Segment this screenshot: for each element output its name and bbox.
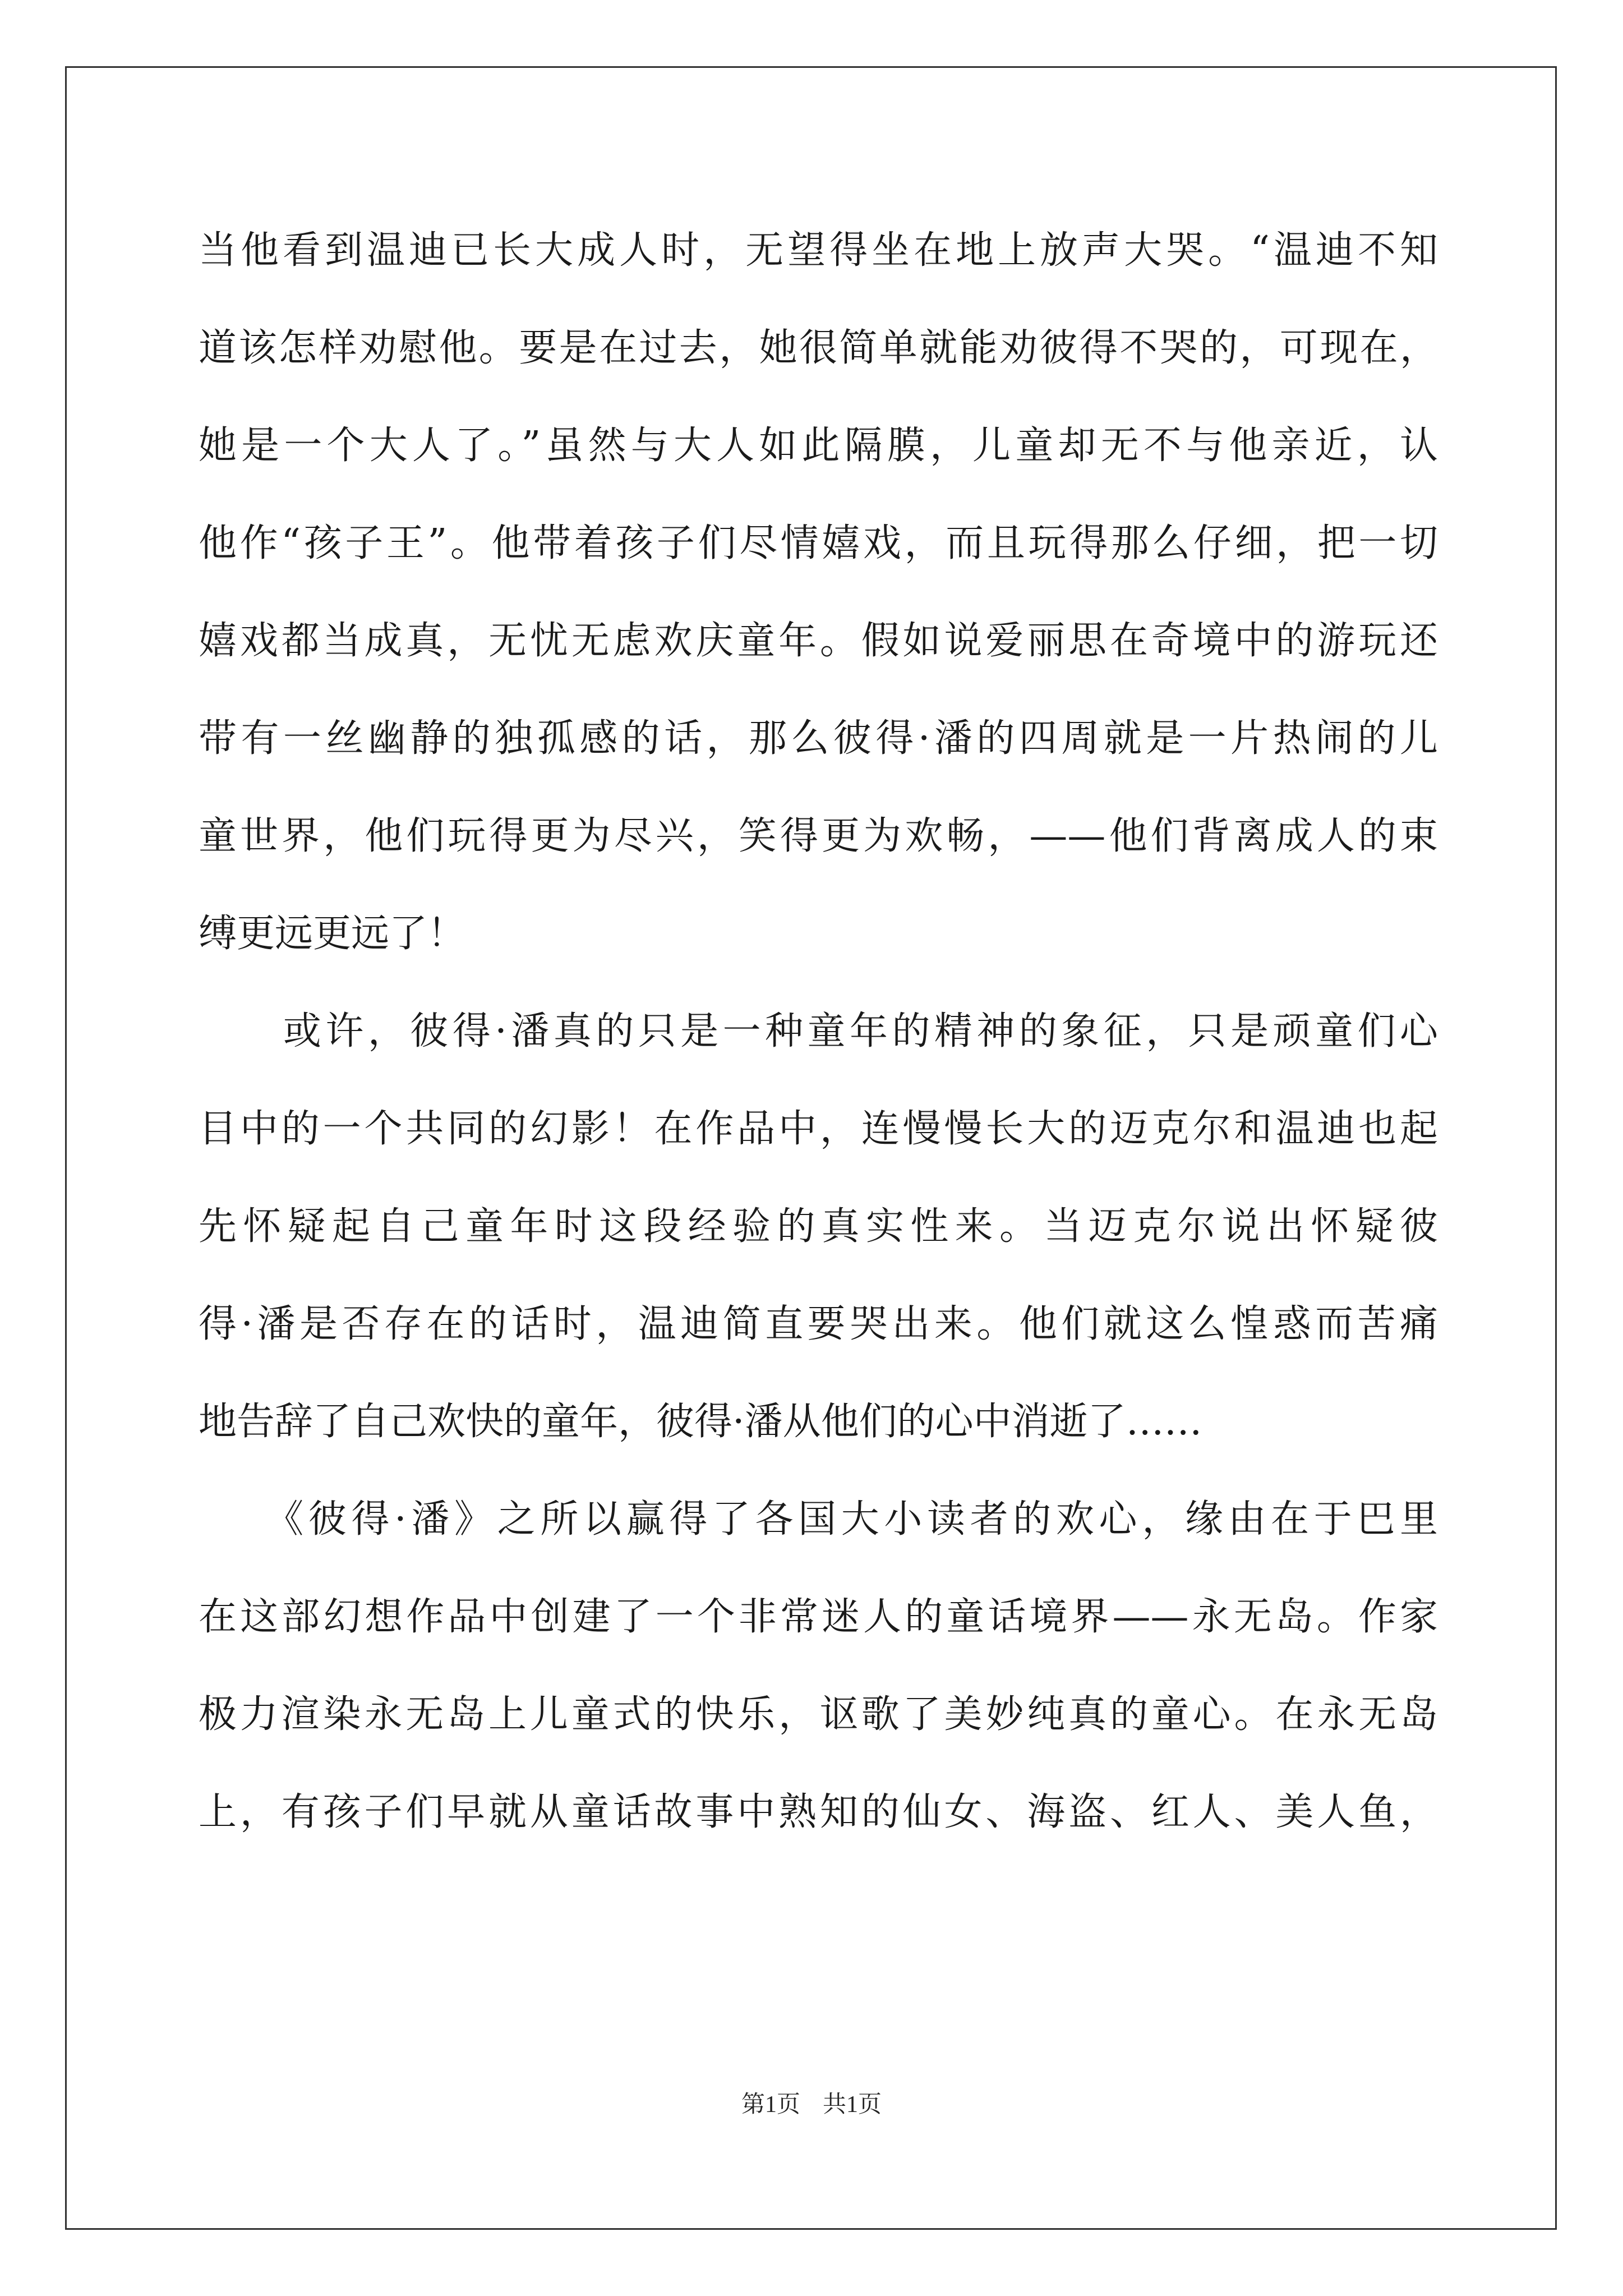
text-line: 带有一丝幽静的独孤感的话，那么彼得·潘的四周就是一片热闹的儿 [199, 716, 1438, 761]
document-body [199, 202, 1438, 1861]
text-line: 嬉戏都当成真，无忧无虑欢庆童年。假如说爱丽思在奇境中的游玩还 [199, 619, 1438, 663]
text-line: 地告辞了自己欢快的童年，彼得·潘从他们的心中消逝了…… [199, 1400, 1202, 1444]
page-number: 第1页 [741, 2092, 800, 2118]
page-total: 共1页 [823, 2092, 882, 2118]
text-line: 先怀疑起自己童年时这段经验的真实性来。当迈克尔说出怀疑彼 [199, 1204, 1438, 1249]
text-line: 童世界，他们玩得更为尽兴，笑得更为欢畅，——他们背离成人的束 [199, 814, 1438, 858]
text-line: 得·潘是否存在的话时，温迪简直要哭出来。他们就这么惶惑而苦痛 [199, 1302, 1438, 1346]
text-line: 《彼得·潘》之所以赢得了各国大小读者的欢心，缘由在于巴里 [199, 1497, 1438, 1542]
text-line: 她是一个大人了。”虽然与大人如此隔膜，儿童却无不与他亲近，认 [199, 424, 1438, 468]
text-line: 道该怎样劝慰他。要是在过去，她很简单就能劝彼得不哭的，可现在， [199, 326, 1438, 370]
text-line: 极力渲染永无岛上儿童式的快乐，讴歌了美妙纯真的童心。在永无岛 [199, 1692, 1438, 1737]
page-footer [0, 2088, 1623, 2122]
text-line: 在这部幻想作品中创建了一个非常迷人的童话境界——永无岛。作家 [199, 1595, 1438, 1639]
text-line: 上，有孩子们早就从童话故事中熟知的仙女、海盗、红人、美人鱼， [199, 1790, 1438, 1834]
text-line: 目中的一个共同的幻影！在作品中，连慢慢长大的迈克尔和温迪也起 [199, 1107, 1438, 1151]
text-line: 当他看到温迪已长大成人时，无望得坐在地上放声大哭。“温迪不知 [199, 228, 1438, 273]
text-line: 他作“孩子王”。他带着孩子们尽情嬉戏，而且玩得那么仔细，把一切 [199, 521, 1438, 565]
text-line: 或许，彼得·潘真的只是一种童年的精神的象征，只是顽童们心 [199, 1009, 1438, 1053]
text-line: 缚更远更远了！ [199, 912, 466, 956]
